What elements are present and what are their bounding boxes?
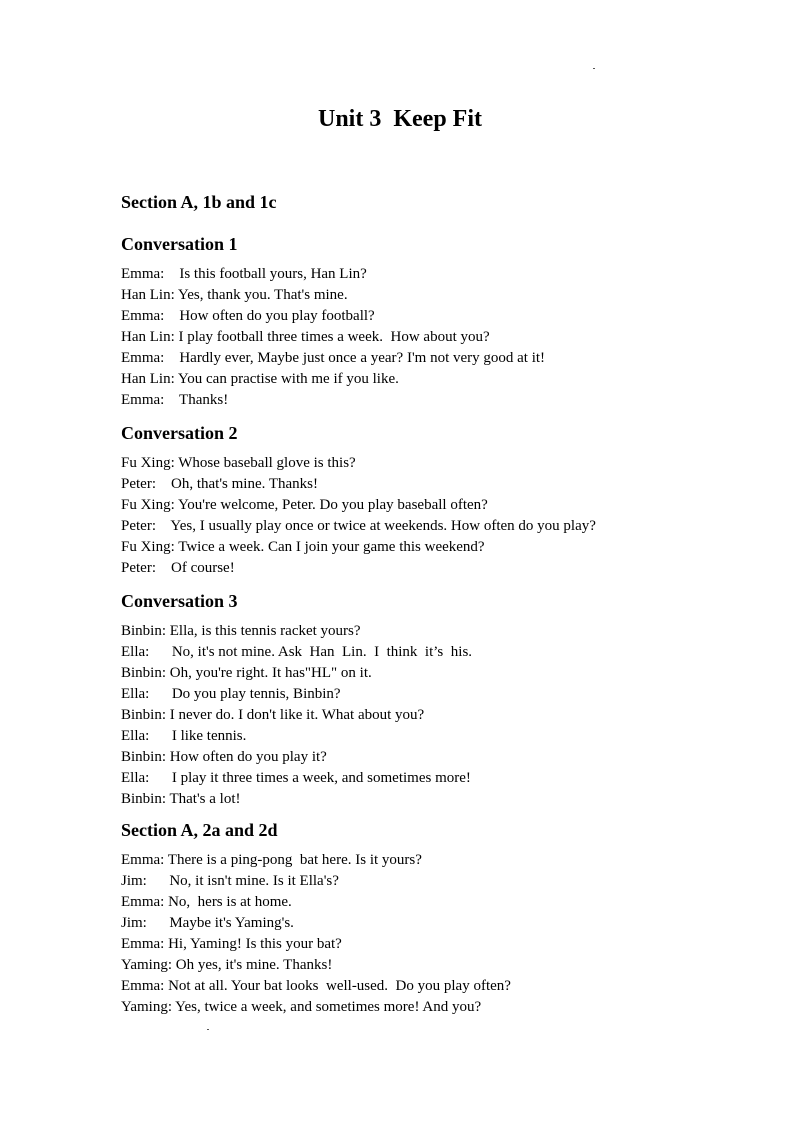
dialogue-line: Fu Xing: Twice a week. Can I join your game this weekend? [121,539,485,555]
stray-mark [207,1029,209,1030]
dialogue-line: Ella: I like tennis. [121,728,247,744]
section-heading: Section A, 2a and 2d [121,820,278,840]
dialogue-line: Emma: Thanks! [121,392,229,408]
section-heading: Section A, 1b and 1c [121,192,277,212]
dialogue-line: Emma: No, hers is at home. [121,894,292,910]
dialogue-line: Binbin: Oh, you're right. It has"HL" on it. [121,665,372,681]
dialogue-line: Ella: I play it three times a week, and sometimes more! [121,770,471,786]
dialogue-line: Binbin: Ella, is this tennis racket yours? [121,623,361,639]
conversation-heading: Conversation 3 [121,591,238,611]
dialogue-line: Ella: Do you play tennis, Binbin? [121,686,341,702]
dialogue-line: Emma: There is a ping-pong bat here. Is it yours? [121,852,422,868]
conversation-lines [121,264,761,411]
dialogue-line: Fu Xing: Whose baseball glove is this? [121,455,356,471]
dialogue-line: Jim: No, it isn't mine. Is it Ella's? [121,873,339,889]
dialogue-line: Fu Xing: You're welcome, Peter. Do you play baseball often? [121,497,488,513]
dialogue-line: Han Lin: Yes, thank you. That's mine. [121,287,348,303]
dialogue-line: Han Lin: I play football three times a week. How about you? [121,329,490,345]
conversation-lines [121,453,761,579]
dialogue-line: Emma: How often do you play football? [121,308,375,324]
dialogue-line: Emma: Is this football yours, Han Lin? [121,266,367,282]
dialogue-line: Jim: Maybe it's Yaming's. [121,915,294,931]
conversation-heading: Conversation 1 [121,234,238,254]
stray-mark [593,68,595,69]
dialogue-line: Binbin: I never do. I don't like it. What about you? [121,707,425,723]
dialogue-line: Peter: Yes, I usually play once or twice at weekends. How often do you play? [121,518,596,534]
dialogue-line: Peter: Oh, that's mine. Thanks! [121,476,318,492]
dialogue-line: Binbin: That's a lot! [121,791,241,807]
dialogue-line: Peter: Of course! [121,560,235,576]
dialogue-line: Yaming: Yes, twice a week, and sometimes more! And you? [121,999,482,1015]
dialogue-line: Emma: Not at all. Your bat looks well-used. Do you play often? [121,978,511,994]
dialogue-line: Emma: Hi, Yaming! Is this your bat? [121,936,342,952]
conversation-lines [121,850,761,1018]
dialogue-line: Binbin: How often do you play it? [121,749,327,765]
dialogue-line: Emma: Hardly ever, Maybe just once a year? I'm not very good at it! [121,350,546,366]
dialogue-line: Yaming: Oh yes, it's mine. Thanks! [121,957,333,973]
conversation-lines [121,621,761,810]
conversation-heading: Conversation 2 [121,423,238,443]
dialogue-line: Han Lin: You can practise with me if you like. [121,371,399,387]
page-title: Unit 3 Keep Fit [318,106,482,132]
dialogue-line: Ella: No, it's not mine. Ask Han Lin. I think it’s his. [121,644,473,660]
